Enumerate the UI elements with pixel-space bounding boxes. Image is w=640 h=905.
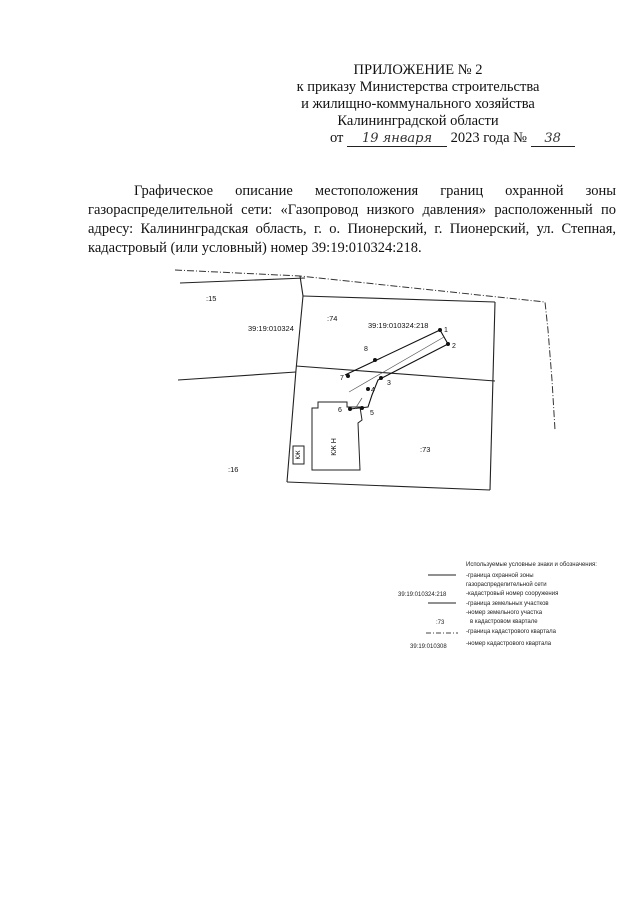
point-3-label: 3 <box>387 380 391 387</box>
point-7-label: 7 <box>340 375 344 382</box>
handwritten-number: 38 <box>531 131 575 147</box>
protection-zone-boundary <box>345 330 448 409</box>
small-building-label: КЖ <box>296 450 302 460</box>
legend-item-8: -номер кадастрового квартала <box>466 641 552 647</box>
legend-symbol-quarter: 39:19:010308 <box>410 644 447 650</box>
order-line-3: Калининградской области <box>337 113 499 129</box>
point-6-label: 6 <box>338 407 342 414</box>
legend-item-4: -граница земельных участков <box>466 601 549 607</box>
handwritten-date: 19 января <box>347 131 447 147</box>
legend-symbol-object: 39:19:010324:218 <box>398 592 447 598</box>
legend-item-3: -кадастровый номер сооружения <box>466 591 559 597</box>
point-8-label: 8 <box>364 346 368 353</box>
building-outline <box>312 402 362 470</box>
legend-title: Используемые условные знаки и обозначения: <box>466 562 597 568</box>
parcel-label-16: :16 <box>228 465 239 474</box>
parcel-label-74: :74 <box>327 314 338 323</box>
date-year: 2023 года № <box>450 130 527 146</box>
parcel-label-73: :73 <box>420 445 431 454</box>
quarter-number-label: 39:19:010324 <box>248 324 294 333</box>
point-5-label: 5 <box>370 410 374 417</box>
legend-item-1: -граница охранной зоны <box>466 573 534 579</box>
point-2-label: 2 <box>452 343 456 350</box>
order-line-1: к приказу Министерства строительства <box>296 79 540 95</box>
point-1-label: 1 <box>444 327 448 334</box>
legend-item-7: -граница кадастрового квартала <box>466 629 556 635</box>
order-line-2: и жилищно-коммунального хозяйства <box>301 96 535 112</box>
legend-symbol-parcel: :73 <box>436 620 445 626</box>
date-line <box>330 130 575 147</box>
cadastral-map <box>170 262 610 512</box>
date-prefix: от <box>330 130 344 146</box>
description-paragraph: Графическое описание местоположения границ охранной зоны газораспределительной сети: «Газопровод низкого давления» расположенный по адресу: Калининградская область, г. о. Пионерский, г. Пионерский, ул. Степная, кадастровый (или условный) номер 39:19:010324:218. <box>88 183 616 256</box>
point-4-label: 4 <box>371 387 375 394</box>
parcel-boundaries <box>178 276 495 490</box>
building-label: КЖ Н <box>331 438 338 456</box>
appendix-header <box>258 62 578 130</box>
legend <box>390 558 615 653</box>
legend-item-5: -номер земельного участка <box>466 610 543 616</box>
appendix-title: ПРИЛОЖЕНИЕ № 2 <box>353 62 483 78</box>
parcel-label-15: :15 <box>206 294 217 303</box>
object-cadastral-label: 39:19:010324:218 <box>368 321 429 330</box>
legend-item-2: газораспределительной сети <box>466 582 547 588</box>
legend-item-6: в кадастровом квартале <box>470 619 538 625</box>
